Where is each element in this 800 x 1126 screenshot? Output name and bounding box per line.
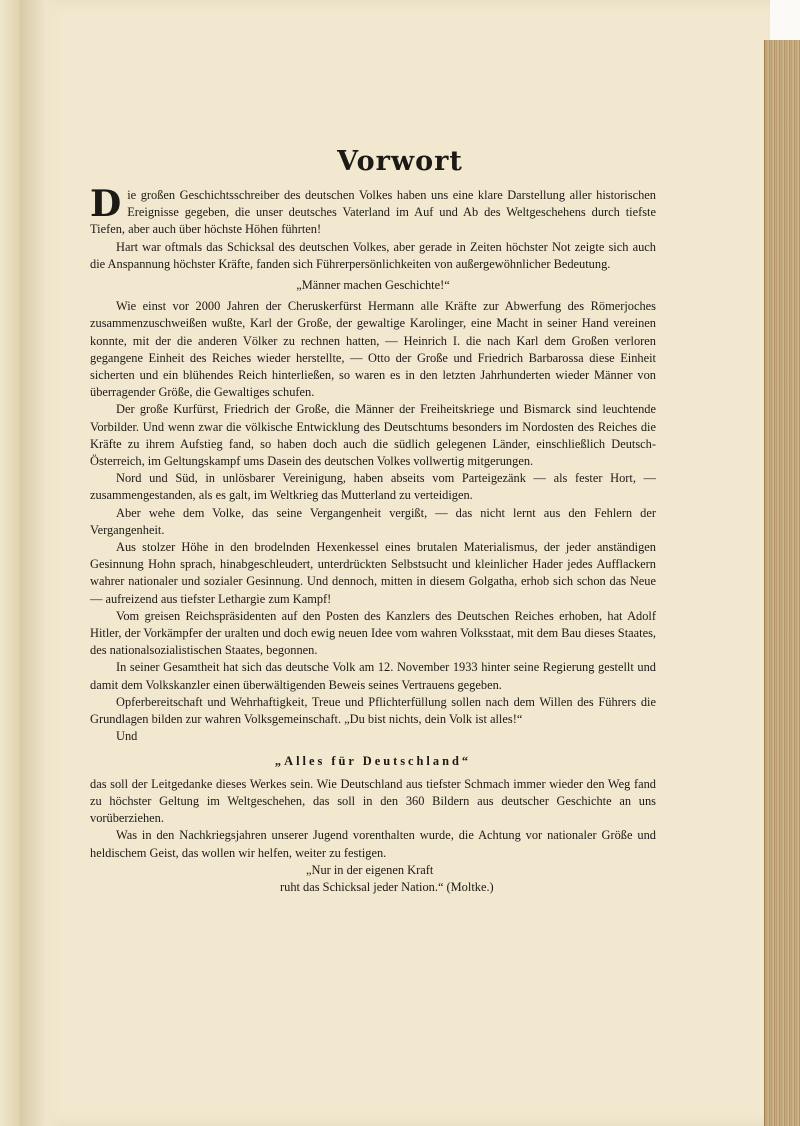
paragraph-1: [90, 183, 656, 239]
paragraph-und: Und: [116, 729, 138, 744]
closing-quote: [90, 862, 656, 896]
drop-cap: D: [90, 183, 122, 225]
paragraph-3: Wie einst vor 2000 Jahren der Cheruskerfürst Hermann alle Kräfte zur Abwerfung des Römerjoches zusammenzuschweißen wußte, Karl der Große, der gewaltige Karolinger, eine Macht in seiner Hand vereinen konnte, mit der die anderen Völker zu rechnen hatten, — Heinrich I. die nach Karl dem Großen verloren gegangene Einheit des Reiches wieder herstellte, — Otto der Große und Friedrich Barbarossa diese Einheit sicherten und ein blühendes Reich hinterließen, so waren es in den letzten Jahrhunderten wieder Männer von überragender Größe, die Gewaltiges schufen.: [90, 299, 656, 400]
paragraph-8: Vom greisen Reichspräsidenten auf den Posten des Kanzlers des Deutschen Reiches erhoben, hat Adolf Hitler, der Vorkämpfer der uralten und doch ewig neuen Idee vom wahren Volksstaat, mit dem Bau dieses Staates, des nationalsozialistischen Staates, begonnen.: [90, 608, 656, 658]
paragraph-6: Aber wehe dem Volke, das seine Vergangenheit vergißt, — das nicht lernt aus den Fehlern der Vergangenheit.: [90, 505, 656, 537]
paragraph-11: das soll der Leitgedanke dieses Werkes sein. Wie Deutschland aus tiefster Schmach immer wieder den Weg fand zu höchster Geltung im Weltgeschehen, das soll in den 360 Bildern aus deutscher Geschichte an uns vorüberziehen.: [90, 776, 656, 826]
page-title: Vorwort: [337, 146, 463, 177]
closing-quote-line-1: „Nur in der eigenen Kraft: [306, 862, 434, 877]
book-page-edges: [764, 40, 800, 1126]
paragraph-2: Hart war oftmals das Schicksal des deutschen Volkes, aber gerade in Zeiten höchster Not zeigte sich auch die Anspannung höchster Kräfte, fanden sich Führerpersönlichkeiten von außergewöhnlicher Bedeutung.: [90, 239, 656, 271]
paragraph-12: Was in den Nachkriegsjahren unserer Jugend vorenthalten wurde, die Achtung vor nationaler Größe und heldischem Geist, das wollen wir helfen, weiter zu festigen.: [90, 828, 656, 860]
paragraph-1-text: ie großen Geschichtsschreiber des deutschen Volkes haben uns eine klare Darstellung aller historischen Ereignisse gegeben, die unser deutsches Vaterland im Auf und Ab des Weltgeschehens durch tiefste Tiefen, aber auch über höchste Höhen führten!: [90, 188, 656, 237]
quote-alles-fuer-deutschland: „Alles für Deutschland“: [274, 753, 472, 768]
closing-quote-line-2: ruht das Schicksal jeder Nation.“ (Moltke.): [280, 879, 494, 894]
preface-body: [90, 183, 656, 896]
paragraph-10: Opferbereitschaft und Wehrhaftigkeit, Treue und Pflichterfüllung sollen nach dem Willen des Führers die Grundlagen bilden zur wahren Volksgemeinschaft. „Du bist nichts, dein Volk ist alles!“: [90, 694, 656, 727]
quote-maenner: „Männer machen Geschichte!“: [296, 278, 450, 293]
paragraph-4: Der große Kurfürst, Friedrich der Große, die Männer der Freiheitskriege und Bismarck sind leuchtende Vorbilder. Und wenn zwar die völkische Entwicklung des Deutschtums besonders im Nordosten des Reiches die Kräfte zu ihrem Aufstieg fand, so haben doch auch die südlich gelegenen Länder, einschließlich Deutsch-Österreich, im Geltungskampf ums Dasein des deutschen Volkes vollwertig mitgerungen.: [90, 402, 656, 469]
paragraph-9: In seiner Gesamtheit hat sich das deutsche Volk am 12. November 1933 hinter seine Regierung gestellt und damit dem Volkskanzler einen überwältigenden Beweis seines Vertrauens gegeben.: [90, 660, 656, 692]
paragraph-7: Aus stolzer Höhe in den brodelnden Hexenkessel eines brutalen Materialismus, der jeder anständigen Gesinnung Hohn sprach, hinabgeschleudert, unterdrückten Selbstsucht und kleinlicher Hader jedes Aufflackern wahrer nationaler und sozialer Gesinnung. Und dennoch, mitten in diesem Golgatha, erhob sich schon das Neue — aufreizend aus tiefster Lethargie zum Kampf!: [90, 540, 656, 606]
paragraph-5: Nord und Süd, in unlösbarer Vereinigung, haben abseits vom Parteigezänk — als fester Hort, — zusammengestanden, als es galt, im Weltkrieg das Mutterland zu verteidigen.: [90, 471, 656, 503]
